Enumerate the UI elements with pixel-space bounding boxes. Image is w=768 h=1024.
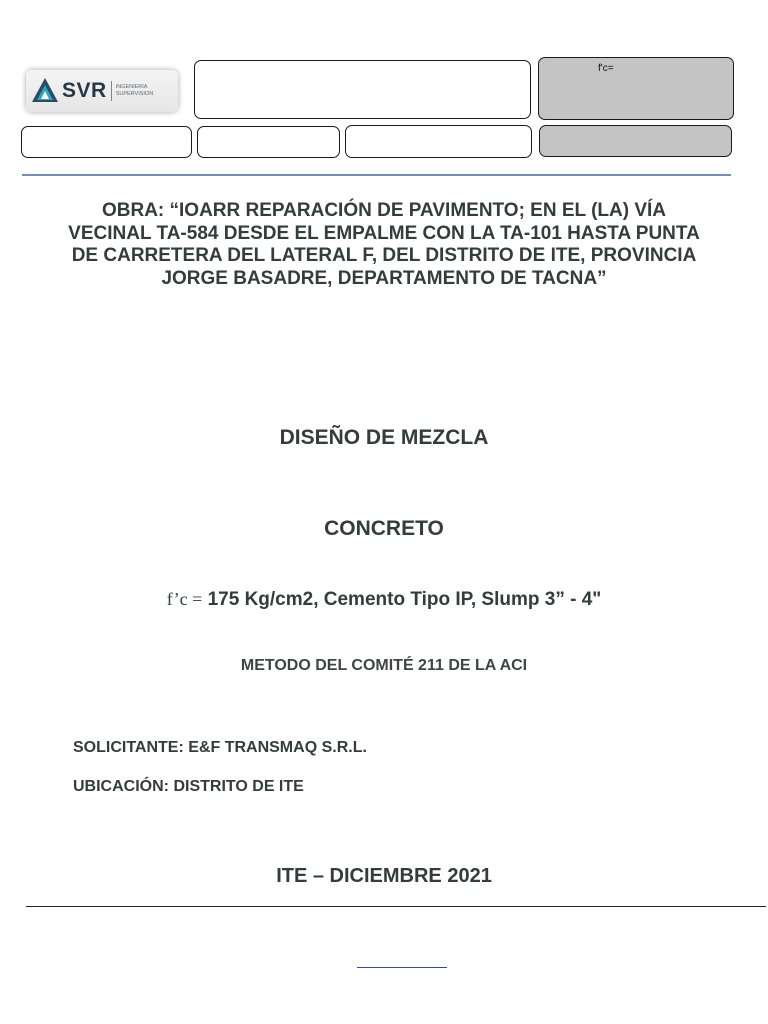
header-field-1 (21, 126, 192, 158)
solicitante-line: SOLICITANTE: E&F TRANSMAQ S.R.L. (73, 739, 367, 756)
header-divider (22, 174, 731, 176)
header-title-box (194, 60, 531, 119)
concrete-spec (0, 589, 768, 611)
document-title: DISEÑO DE MEZCLA (279, 426, 489, 449)
header-field-4 (539, 125, 732, 157)
obra-title: OBRA: “IOARR REPARACIÓN DE PAVIMENTO; EN EL (LA) VÍA VECINAL TA-584 DESDE EL EMPALME CON LA TA-101 HASTA PUNTA DE CARRETERA DEL LATERAL F, DEL DISTRITO DE ITE, PROVINCIA JORGE BASADRE, DEPARTAMENTO DE TACNA” (68, 200, 700, 289)
svr-logo (26, 70, 178, 112)
fc-symbol: f’c = (166, 589, 203, 609)
footer-link-underline[interactable] (357, 967, 447, 968)
logo-subtitle (116, 84, 154, 98)
document-subtitle: CONCRETO (324, 517, 444, 540)
method-line: METODO DEL COMITÉ 211 DE LA ACI (240, 657, 528, 674)
ubicacion-line: UBICACIÓN: DISTRITO DE ITE (73, 778, 304, 795)
place-date: ITE – DICIEMBRE 2021 (276, 865, 492, 887)
logo-sub-line2: SUPERVISION (115, 91, 154, 97)
fc-box-label: f'c= (598, 63, 614, 74)
header-field-3 (345, 125, 532, 158)
header-fc-box (538, 57, 734, 120)
svr-logo-icon (30, 76, 60, 106)
logo-brand: SVR (62, 79, 107, 102)
footer-divider (26, 906, 766, 907)
fc-spec-text: 175 Kg/cm2, Cemento Tipo IP, Slump 3” - 4" (207, 589, 602, 610)
header-field-2 (197, 126, 340, 158)
logo-separator (111, 81, 112, 101)
logo-sub-line1: INGENIERIA (115, 84, 148, 90)
